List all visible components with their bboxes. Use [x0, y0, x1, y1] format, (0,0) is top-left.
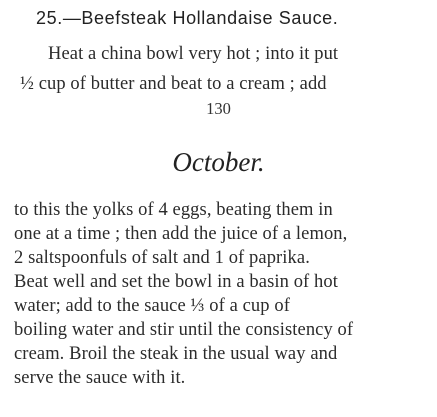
month-title: October. — [172, 147, 265, 177]
body-line-2: one at a time ; then add the juice of a lemon, — [14, 224, 348, 244]
body-line-6: boiling water and stir until the consistency of — [14, 320, 354, 340]
body-line-1: to this the yolks of 4 eggs, beating them in — [14, 200, 333, 220]
page-number: 130 — [206, 99, 231, 118]
body-line-5: water; add to the sauce ⅓ of a cup of — [14, 296, 290, 316]
body-line-7: cream. Broil the steak in the usual way and — [14, 344, 338, 364]
recipe-line-1: Heat a china bowl very hot ; into it put — [48, 44, 339, 64]
body-line-3: 2 saltspoonfuls of salt and 1 of paprika. — [14, 248, 310, 268]
body-line-8: serve the sauce with it. — [14, 368, 186, 388]
body-line-4: Beat well and set the bowl in a basin of hot — [14, 272, 338, 292]
recipe-heading: 25.—Beefsteak Hollandaise Sauce. — [36, 8, 339, 28]
recipe-line-2: ½ cup of butter and beat to a cream ; add — [20, 74, 327, 94]
